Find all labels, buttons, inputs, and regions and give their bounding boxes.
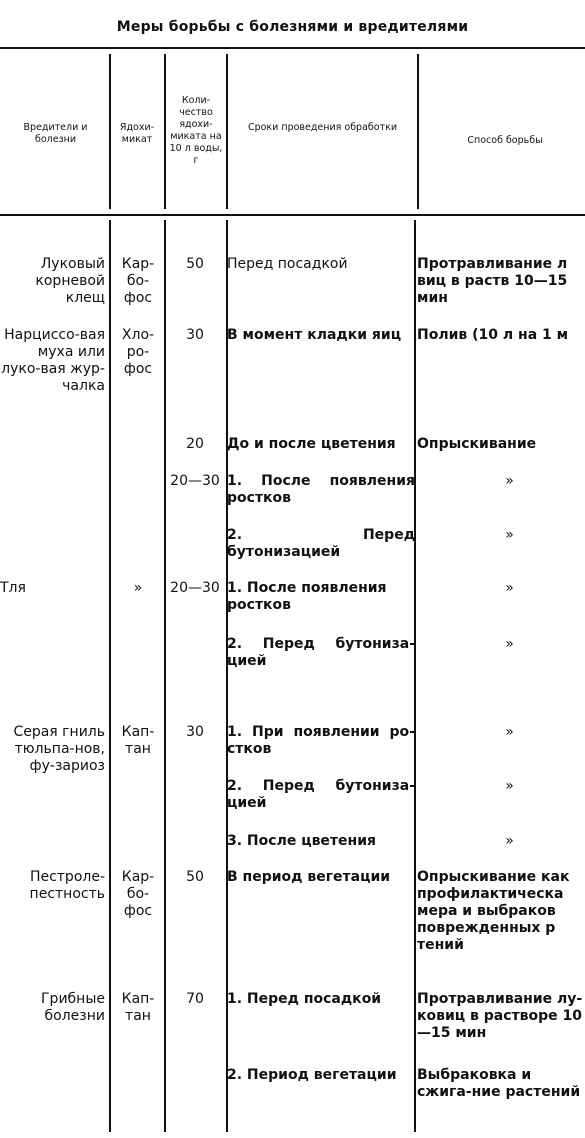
chemical-cell: Кар-бо-фос (121, 256, 155, 306)
method-cell: Опрыскивание (417, 436, 537, 452)
timing-cell: 1. После появления ростков (227, 580, 387, 613)
quantity-cell: 50 (186, 869, 204, 885)
quantity-cell: 30 (186, 327, 204, 343)
chemical-cell: Кап-тан (121, 724, 155, 757)
chemical-cell: Кар-бо-фос (121, 869, 155, 919)
method-cell: Протравливание лу-ковиц в растворе 10—15 мин (417, 991, 583, 1041)
column-divider (164, 54, 166, 209)
column-divider (109, 54, 111, 209)
quantity-cell: 50 (186, 256, 204, 272)
method-cell: » (505, 636, 514, 652)
method-cell: Опрыскивание как профилактическа мера и выбраков поврежденных р тений (417, 869, 570, 953)
timing-cell: До и после цветения (227, 436, 396, 452)
method-cell: Выбраковка и сжига-ние растений (417, 1067, 581, 1100)
pest-cell: Луковый корневой клещ (35, 256, 105, 306)
quantity-cell: 70 (186, 991, 204, 1007)
page-title: Меры борьбы с болезнями и вредителями (116, 19, 469, 35)
quantity-cell: 20—30 (170, 580, 220, 596)
method-cell: » (505, 580, 514, 596)
header-chemical: Ядохи-микат (119, 122, 155, 145)
timing-cell: 1. Перед посадкой (227, 991, 382, 1007)
quantity-cell: 30 (186, 724, 204, 740)
column-divider (226, 54, 228, 209)
chemical-cell: Хло-ро-фос (121, 327, 155, 377)
method-cell: Протравливание л виц в раств 10—15 мин (417, 256, 568, 306)
header-quantity: Коли-чество ядохи-миката на 10 л воды, г (169, 95, 223, 166)
chemical-cell: » (133, 580, 143, 596)
method-cell: » (505, 778, 514, 794)
quantity-cell: 20 (186, 436, 204, 452)
pest-cell: Тля (0, 580, 26, 596)
timing-cell: 1. После появления ростков (227, 473, 415, 506)
pest-cell: Грибные болезни (41, 991, 105, 1024)
header-pests: Вредители и болезни (23, 122, 88, 145)
timing-cell: Перед посадкой (227, 256, 348, 272)
column-divider (109, 220, 111, 1132)
method-cell: » (505, 724, 514, 740)
timing-cell: 2. Перед бутонизацией (227, 527, 415, 560)
timing-cell: 2. Перед бутониза-цией (227, 636, 415, 669)
quantity-cell: 20—30 (170, 473, 220, 489)
timing-cell: 1. При появлении ро-стков (227, 724, 415, 757)
chemical-cell: Кап-тан (121, 991, 155, 1024)
pest-cell: Нарциссо-вая муха или луко-вая жур-чалка (1, 327, 105, 394)
header-method: Способ борьбы (467, 135, 543, 146)
method-cell: » (505, 527, 514, 543)
header-timing: Сроки проведения обработки (247, 122, 398, 133)
timing-cell: 3. После цветения (227, 833, 377, 849)
method-cell: » (505, 833, 514, 849)
pest-cell: Пестроле-пестность (29, 869, 105, 902)
header-bottom-rule (0, 214, 585, 216)
column-divider (417, 54, 419, 209)
pest-cell: Серая гниль тюльпа-нов, фу-зариоз (13, 724, 105, 774)
timing-cell: 2. Перед бутониза-цией (227, 778, 415, 811)
timing-cell: В момент кладки яиц (227, 327, 402, 343)
table-top-rule (0, 47, 585, 49)
timing-cell: В период вегетации (227, 869, 391, 885)
timing-cell: 2. Период вегетации (227, 1067, 397, 1083)
method-cell: » (505, 473, 514, 489)
method-cell: Полив (10 л на 1 м (417, 327, 569, 343)
